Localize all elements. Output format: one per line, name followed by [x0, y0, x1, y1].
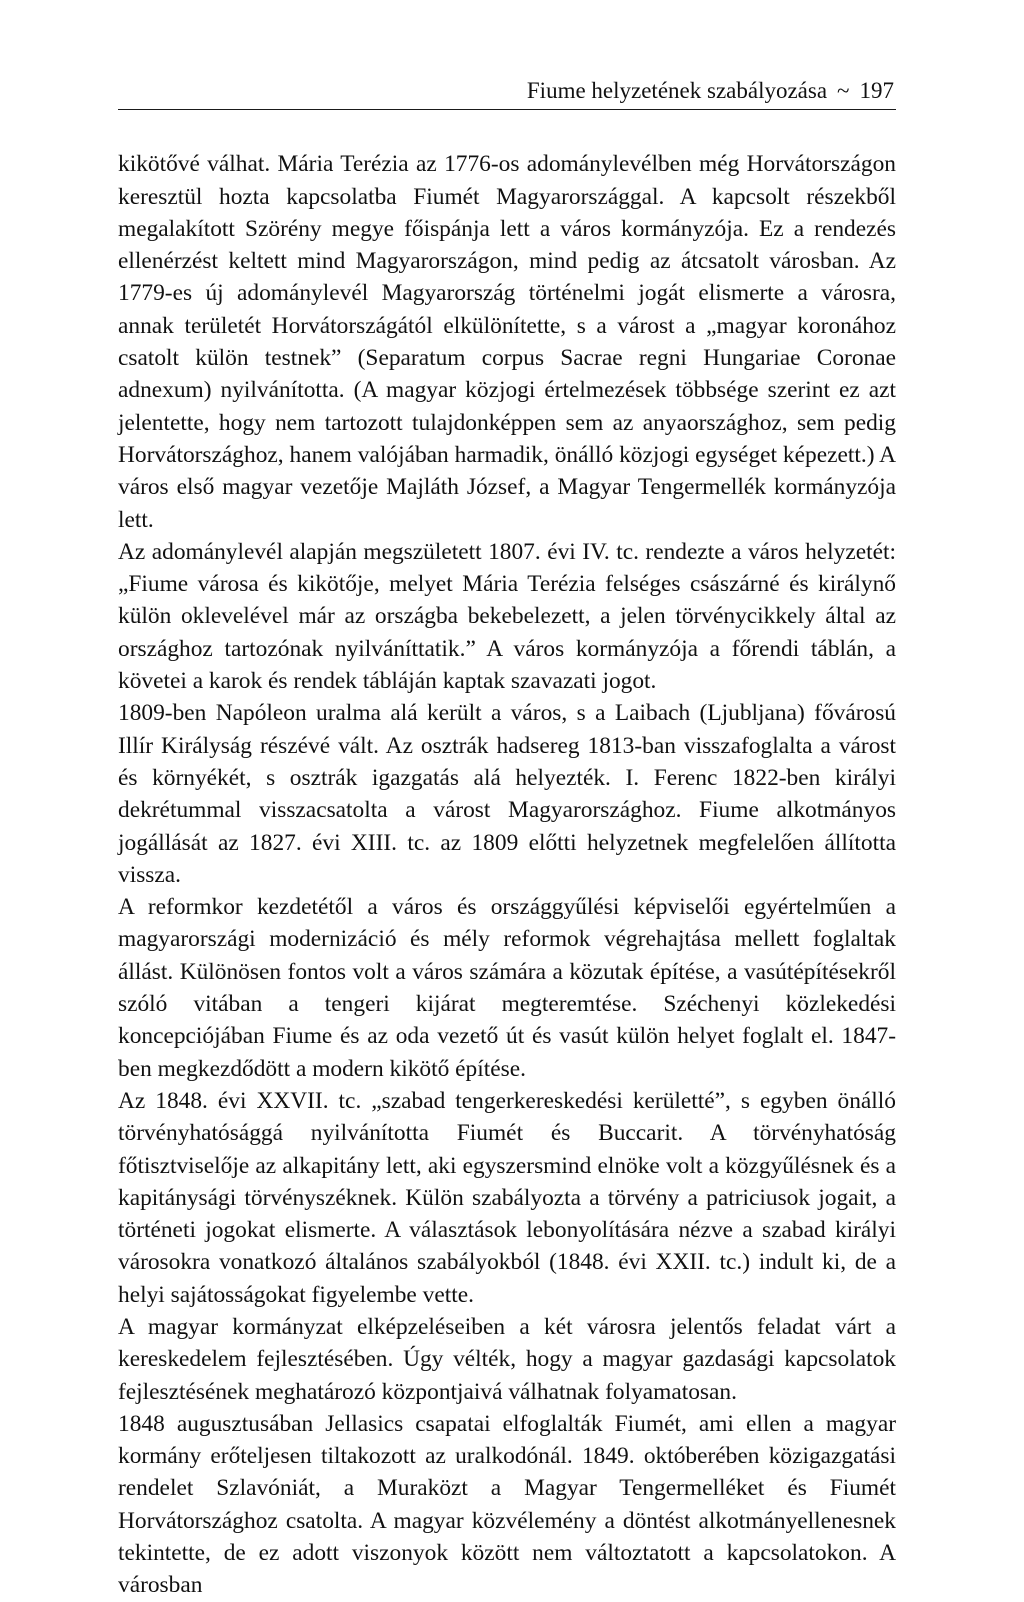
- paragraph-3: 1809-ben Napóleon uralma alá került a város, s a Laibach (Ljubljana) fővárosú Illír Királyság részévé vált. Az osztrák hadsereg 1813-ban visszafoglalta a várost és környékét, s osztrák igazgatás alá helyezték. I. Ferenc 1822-ben királyi dekrétummal visszacsatolta a várost Magyarországhoz. Fiume alkotmányos jogállását az 1827. évi XIII. tc. az 1809 előtti helyzetnek megfelelően állította vissza.: [118, 700, 896, 888]
- body-text: [118, 148, 896, 1601]
- paragraph-1: kikötővé válhat. Mária Terézia az 1776-os adománylevélben még Horvátországon keresztül hozta kapcsolatba Fiumét Magyarországgal. A kapcsolt részekből megalakított Szörény megye főispánja lett a város kormányzója. Ez a rendezés ellenérzést keltett mind Magyarországon, mind pedig az átcsatolt városban. Az 1779-es új adománylevél Magyarország történelmi jogát elismerte a városra, annak területét Horvátországától elkülönítette, s a várost a „magyar koronához csatolt külön testnek” (Separatum corpus Sacrae regni Hungariae Coronae adnexum) nyilvánította. (A magyar közjogi értelmezések többsége szerint ez azt jelentette, hogy nem tartozott tulajdonképpen sem az anyaországhoz, sem pedig Horvátországhoz, hanem valójában harmadik, önálló közjogi egységet képezett.) A város első magyar vezetője Majláth József, a Magyar Tengermellék kormányzója lett.: [118, 151, 896, 533]
- page-number: 197: [859, 78, 894, 103]
- paragraph-4: A reformkor kezdetétől a város és országgyűlési képviselői egyértelműen a magyarországi modernizáció és mély reformok végrehajtása mellett foglaltak állást. Különösen fontos volt a város számára a közutak építése, a vasútépítésekről szóló vitában a tengeri kijárat megteremtése. Széchenyi közlekedési koncepciójában Fiume és az oda vezető út és vasút külön helyet foglalt el. 1847-ben megkezdődött a modern kikötő építése.: [118, 894, 896, 1082]
- running-header-title: Fiume helyzetének szabályozása: [526, 78, 828, 103]
- paragraph-5: Az 1848. évi XXVII. tc. „szabad tengerkereskedési kerületté”, s egyben önálló törvényhatósággá nyilvánította Fiumét és Buccarit. A törvényhatóság főtisztviselője az alkapitány lett, aki egyszersmind elnöke volt a közgyűlésnek és a kapitánysági törvényszéknek. Külön szabályozta a törvény a patriciusok jogait, a történeti jogokat elismerte. A választások lebonyolítására nézve a szabad királyi városokra vonatkozó általános szabályokból (1848. évi XXII. tc.) indult ki, de a helyi sajátosságokat figyelembe vette.: [118, 1087, 896, 1308]
- paragraph-2: Az adománylevél alapján megszületett 1807. évi IV. tc. rendezte a város helyzetét: „Fiume városa és kikötője, melyet Mária Terézia felséges császárné és királynő külön oklevelével már az országba bekebelezett, a jelen törvénycikkely által az országhoz tartozónak nyilváníttatik.” A város kormányzója a főrendi táblán, a követei a karok és rendek tábláján kaptak szavazati jogot.: [118, 538, 896, 695]
- paragraph-7: 1848 augusztusában Jellasics csapatai elfoglalták Fiumét, ami ellen a magyar kormány erőteljesen tiltakozott az uralkodónál. 1849. októberében közigazgatási rendelet Szlavóniát, a Muraközt a Magyar Tengermelléket és Fiumét Horvátországhoz csatolta. A magyar közvélemény a döntést alkotmányellenesnek tekintette, de ez adott viszonyok között nem változtatott a kapcsolatokon. A városban: [118, 1410, 896, 1599]
- book-page: [118, 60, 896, 1602]
- paragraph-6: A magyar kormányzat elképzeléseiben a két városra jelentős feladat várt a kereskedelem fejlesztésében. Úgy vélték, hogy a magyar gazdasági kapcsolatok fejlesztésének meghatározó központjaivá válhatnak folyamatosan.: [118, 1313, 896, 1405]
- running-header-separator: ~: [837, 78, 850, 103]
- running-header: [118, 78, 896, 110]
